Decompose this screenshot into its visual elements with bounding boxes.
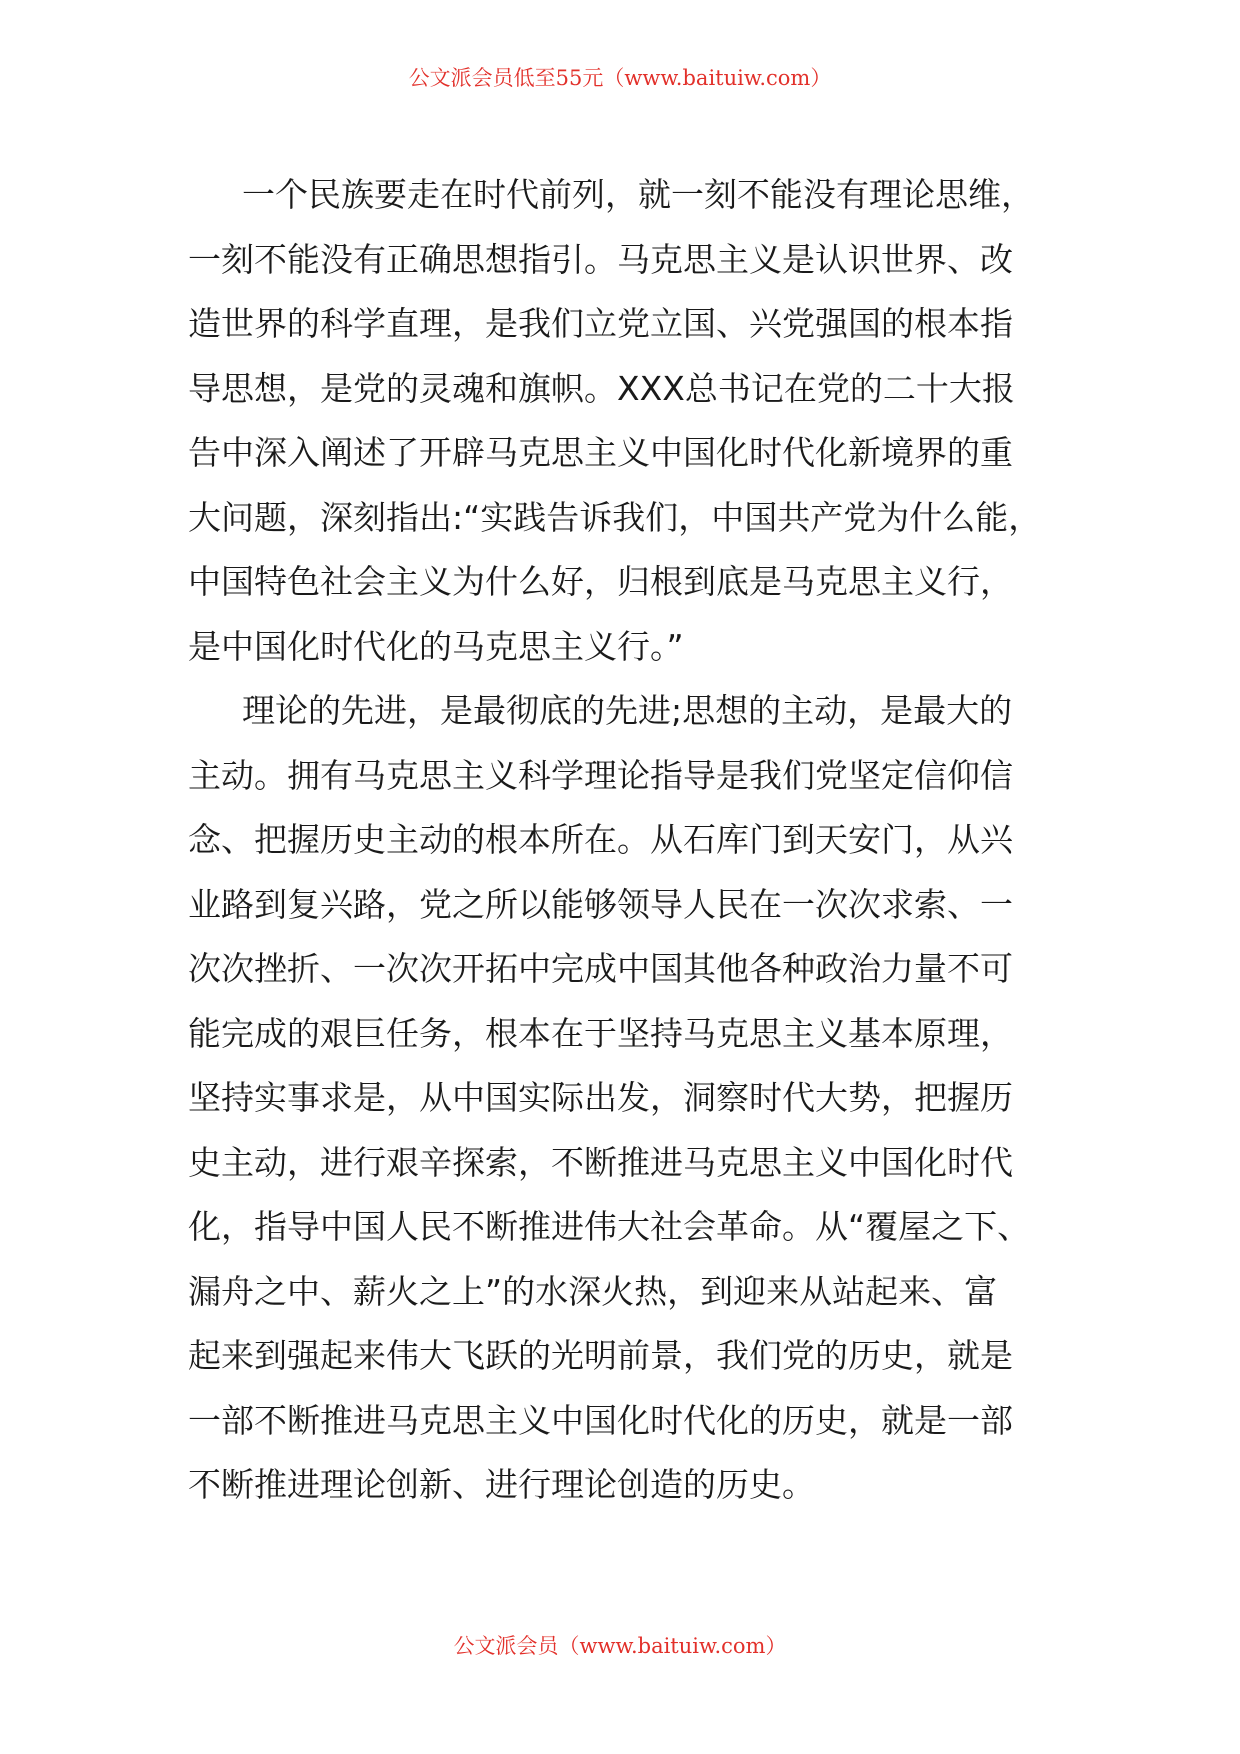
paragraph-line: 念、把握历史主动的根本所在。从石库门到天安门，从兴 xyxy=(188,820,1013,859)
paragraph-line: 告中深入阐述了开辟马克思主义中国化时代化新境界的重 xyxy=(188,433,1013,472)
paragraph-line: 起来到强起来伟大飞跃的光明前景，我们党的历史，就是 xyxy=(188,1336,1013,1375)
paragraph-line: 能完成的艰巨任务，根本在于坚持马克思主义基本原理， xyxy=(188,1013,1013,1053)
paragraph-line: 大问题，深刻指出:“实践告诉我们，中国共产党为什么能， xyxy=(188,497,1042,537)
paragraph-line: 化，指导中国人民不断推进伟大社会革命。从“覆屋之下、 xyxy=(188,1207,1031,1246)
paragraph-line: 漏舟之中、薪火之上”的水深火热，到迎来从站起来、富 xyxy=(188,1271,998,1311)
paragraph-line: 理论的先进，是最彻底的先进;思想的主动，是最大的 xyxy=(242,691,1013,730)
header-promo-link[interactable]: 公文派会员低至55元（www.baituiw.com） xyxy=(408,66,832,90)
paragraph-2 xyxy=(188,679,1046,1518)
paragraph-line: 业路到复兴路，党之所以能够领导人民在一次次求索、一 xyxy=(188,884,1013,924)
paragraph-line: 次次挫折、一次次开拓中完成中国其他各种政治力量不可 xyxy=(188,949,1013,988)
paragraph-line: 主动。拥有马克思主义科学理论指导是我们党坚定信仰信 xyxy=(188,755,1013,795)
paragraph-line: 一刻不能没有正确思想指引。马克思主义是认识世界、改 xyxy=(188,239,1013,279)
paragraph-line: 一个民族要走在时代前列，就一刻不能没有理论思维， xyxy=(242,175,1034,214)
paragraph-line: 是中国化时代化的马克思主义行。” xyxy=(188,626,684,666)
paragraph-line: 导思想，是党的灵魂和旗帜。XXX总书记在党的二十大报 xyxy=(188,368,1015,408)
paragraph-line: 中国特色社会主义为什么好，归根到底是马克思主义行， xyxy=(188,562,1013,601)
paragraph-line: 史主动，进行艰辛探索，不断推进马克思主义中国化时代 xyxy=(188,1142,1013,1182)
footer-promo-link[interactable]: 公文派会员（www.baituiw.com） xyxy=(453,1634,787,1658)
document-body xyxy=(188,163,1046,1518)
paragraph-1 xyxy=(188,163,1046,679)
paragraph-line: 坚持实事求是，从中国实际出发，洞察时代大势，把握历 xyxy=(188,1078,1013,1117)
paragraph-line: 一部不断推进马克思主义中国化时代化的历史，就是一部 xyxy=(188,1400,1013,1440)
paragraph-line: 造世界的科学直理，是我们立党立国、兴党强国的根本指 xyxy=(188,304,1013,343)
paragraph-line: 不断推进理论创新、进行理论创造的历史。 xyxy=(188,1465,815,1504)
